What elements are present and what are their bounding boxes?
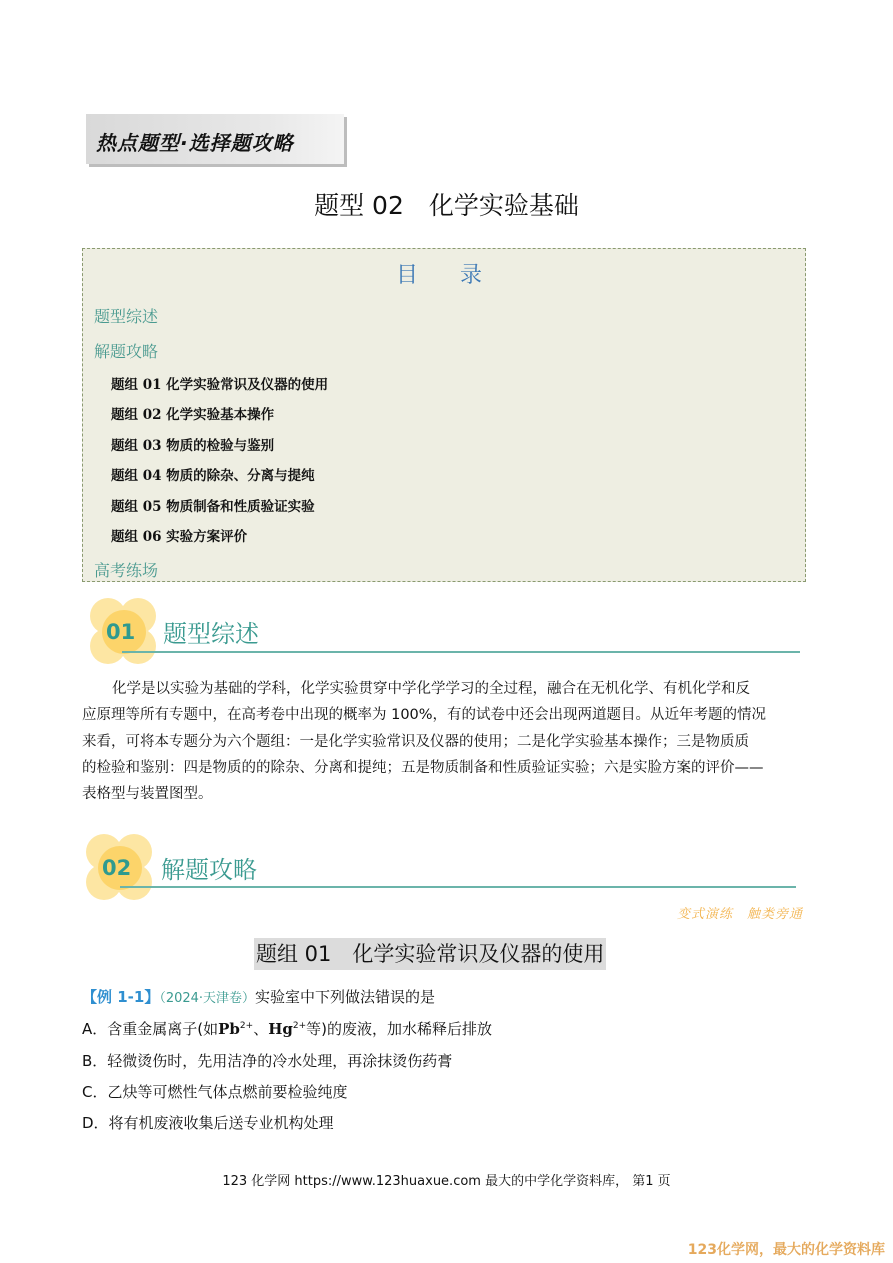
header-banner [86,114,344,164]
page-footer: 123 化学网 https://www.123huaxue.com 最大的中学化学资料库， 第1 页 [222,1174,671,1189]
ion-mercury: Hg [268,1020,293,1038]
tagline: 变式演练 触类旁通 [676,907,803,922]
toc-item-group-02[interactable]: 题组 02 化学实验基本操作 [111,407,275,423]
option-c: C．乙炔等可燃性气体点燃前要检验纯度 [82,1083,348,1101]
overview-line: 来看，可将本专题分为六个题组：一是化学实验常识及仪器的使用；二是化学实验基本操作；三是物质质 [82,733,749,750]
section-divider [122,651,800,653]
example-question [82,986,435,1007]
toc-heading: 目 录 [395,263,492,288]
overview-line: 表格型与装置图型。 [82,786,213,803]
ion-lead: Pb [218,1020,240,1038]
example-question-text: 实验室中下列做法错误的是 [255,988,436,1006]
toc-item-group-03[interactable]: 题组 03 物质的检验与鉴别 [111,438,275,454]
example-label: 【例 1-1】 [82,988,160,1006]
section-number-badge-icon [90,598,156,664]
toc-link-practice[interactable]: 高考练场 [94,561,159,580]
section-title-strategy: 解题攻略 [161,856,257,884]
section-number: 01 [106,620,136,644]
section-number-badge-icon [86,834,152,900]
overview-paragraph [82,676,812,807]
example-source: （2024·天津卷） [159,991,256,1006]
section-number: 02 [102,856,132,880]
section-title-overview: 题型综述 [163,620,259,648]
overview-line: 应原理等所有专题中，在高考卷中出现的概率为 100%，有的试卷中还会出现两道题目。从近年考题的情况 [82,707,767,724]
group-title: 题组 01 化学实验常识及仪器的使用 [254,938,606,970]
toc-item-group-06[interactable]: 题组 06 实验方案评价 [111,529,248,545]
section-divider [120,886,796,888]
overview-line: 化学是以实验为基础的学科，化学实验贯穿中学化学学习的全过程，融合在无机化学、有机化学和反 [112,681,750,697]
table-of-contents [82,248,806,582]
toc-item-group-05[interactable]: 题组 05 物质制备和性质验证实验 [111,499,315,515]
toc-link-strategy[interactable]: 解题攻略 [94,342,159,361]
overview-line: 的检验和鉴别：四是物质的的除杂、分离和提纯；五是物质制备和性质验证实验；六是实脸方案的评价—— [82,759,764,776]
document-title: 题型 02 化学实验基础 [314,191,579,220]
toc-item-group-04[interactable]: 题组 04 物质的除杂、分离与提纯 [111,468,315,484]
toc-item-group-01[interactable]: 题组 01 化学实验常识及仪器的使用 [111,377,329,393]
watermark: 123化学网，最大的化学资料库 [687,1242,885,1258]
option-b: B．轻微烫伤时，先用洁净的冷水处理，再涂抹烫伤药膏 [82,1052,453,1070]
toc-link-overview[interactable]: 题型综述 [94,307,159,326]
banner-text: 热点题型·选择题攻略 [96,131,294,155]
option-a: A．含重金属离子(如$Pb^{2+}$、$Hg^{2+}$等)的废液，加水稀释后排放 [82,1020,493,1038]
option-d: D．将有机废液收集后送专业机构处理 [82,1114,334,1132]
